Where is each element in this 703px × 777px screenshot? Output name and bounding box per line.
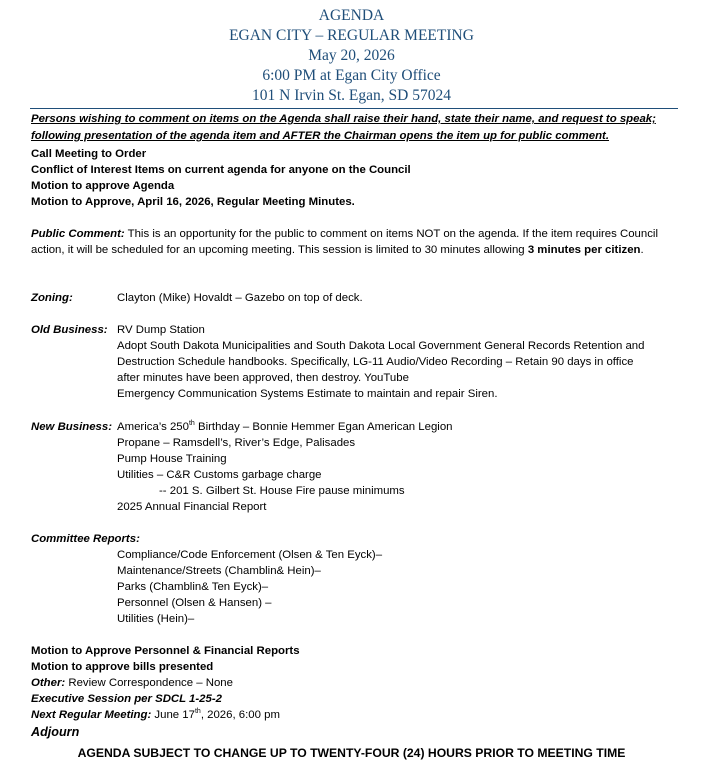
committee-report-item: Personnel (Olsen & Hansen) – bbox=[117, 597, 272, 609]
ordinal-suffix: th bbox=[194, 708, 201, 716]
committee-report-item: Utilities (Hein)– bbox=[117, 613, 195, 625]
other-label: Other: bbox=[31, 677, 66, 689]
new-business-item: Pump House Training bbox=[117, 453, 227, 465]
meeting-address: 101 N Irvin St. Egan, SD 57024 bbox=[252, 87, 451, 104]
next-meeting-label: Next Regular Meeting: bbox=[31, 709, 152, 721]
next-meeting-line bbox=[31, 707, 280, 723]
header-divider bbox=[30, 108, 678, 109]
public-comment-label: Public Comment: bbox=[31, 228, 125, 240]
agenda-footer-notice: AGENDA SUBJECT TO CHANGE UP TO TWENTY-FOUR (24) HOURS PRIOR TO MEETING TIME bbox=[77, 746, 626, 760]
other-line bbox=[31, 675, 233, 691]
new-business-item: 2025 Annual Financial Report bbox=[117, 501, 267, 513]
motion-approve-bills: Motion to approve bills presented bbox=[31, 661, 214, 673]
committee-report-item: Maintenance/Streets (Chamblin& Hein)– bbox=[117, 565, 321, 577]
new-business-item: Propane – Ramsdell’s, River’s Edge, Palisades bbox=[117, 437, 356, 449]
meeting-time-place: 6:00 PM at Egan City Office bbox=[262, 67, 441, 84]
next-meeting-time: , 2026, 6:00 pm bbox=[200, 709, 280, 721]
zoning-item: Clayton (Mike) Hovaldt – Gazebo on top of deck. bbox=[117, 292, 363, 304]
old-business-item: Emergency Communication Systems Estimate to maintain and repair Siren. bbox=[117, 388, 498, 400]
agenda-header bbox=[0, 6, 703, 106]
agenda-title: AGENDA bbox=[318, 7, 385, 24]
meeting-date: May 20, 2026 bbox=[308, 47, 395, 64]
new-business-item-text: Birthday – Bonnie Hemmer Egan American Legion bbox=[194, 421, 453, 433]
old-business-item: Destruction Schedule handbooks. Specifically, LG-11 Audio/Video Recording – Retain 90 days in office bbox=[117, 356, 634, 368]
new-business-item-text: America’s 250 bbox=[117, 421, 189, 433]
public-comment-limit: 3 minutes per citizen bbox=[527, 244, 641, 256]
other-text: Review Correspondence – None bbox=[65, 677, 233, 689]
public-comment-paragraph bbox=[31, 226, 671, 258]
ordinal-suffix: th bbox=[188, 420, 195, 428]
new-business-item bbox=[117, 419, 453, 435]
meeting-name: EGAN CITY – REGULAR MEETING bbox=[229, 27, 474, 44]
public-comment-end: . bbox=[640, 244, 644, 256]
committee-reports-label: Committee Reports: bbox=[31, 533, 140, 545]
committee-report-item: Parks (Chamblin& Ten Eyck)– bbox=[117, 581, 269, 593]
old-business-item: after minutes have been approved, then destroy. YouTube bbox=[117, 372, 409, 384]
public-comment-text: This is an opportunity for the public to comment on items NOT on the agenda. If the item requires Council action, it will be scheduled for an upcoming meeting. This session is limited to 30 minutes allowing bbox=[31, 228, 658, 256]
old-business-item: Adopt South Dakota Municipalities and South Dakota Local Government General Records Retention and bbox=[117, 340, 645, 352]
old-business-item: RV Dump Station bbox=[117, 324, 205, 336]
next-meeting-date: June 17 bbox=[151, 709, 195, 721]
new-business-sub-item: -- 201 S. Gilbert St. House Fire pause minimums bbox=[159, 485, 405, 497]
committee-report-item: Compliance/Code Enforcement (Olsen & Ten Eyck)– bbox=[117, 549, 383, 561]
notice-line-1: Persons wishing to comment on items on the Agenda shall raise their hand, state their name, and request to speak; bbox=[31, 113, 656, 125]
adjourn: Adjourn bbox=[31, 725, 80, 739]
executive-session: Executive Session per SDCL 1-25-2 bbox=[31, 693, 222, 705]
opening-item: Call Meeting to Order bbox=[31, 148, 147, 160]
new-business-item: Utilities – C&R Customs garbage charge bbox=[117, 469, 322, 481]
opening-item: Conflict of Interest Items on current agenda for anyone on the Council bbox=[31, 164, 411, 176]
zoning-label: Zoning: bbox=[31, 292, 73, 304]
old-business-label: Old Business: bbox=[31, 324, 108, 336]
opening-item: Motion to Approve, April 16, 2026, Regular Meeting Minutes. bbox=[31, 196, 355, 208]
notice-line-2: following presentation of the agenda item and AFTER the Chairman opens the item up for public comment. bbox=[31, 130, 610, 142]
motion-approve-reports: Motion to Approve Personnel & Financial Reports bbox=[31, 645, 300, 657]
opening-item: Motion to approve Agenda bbox=[31, 180, 175, 192]
new-business-label: New Business: bbox=[31, 421, 113, 433]
